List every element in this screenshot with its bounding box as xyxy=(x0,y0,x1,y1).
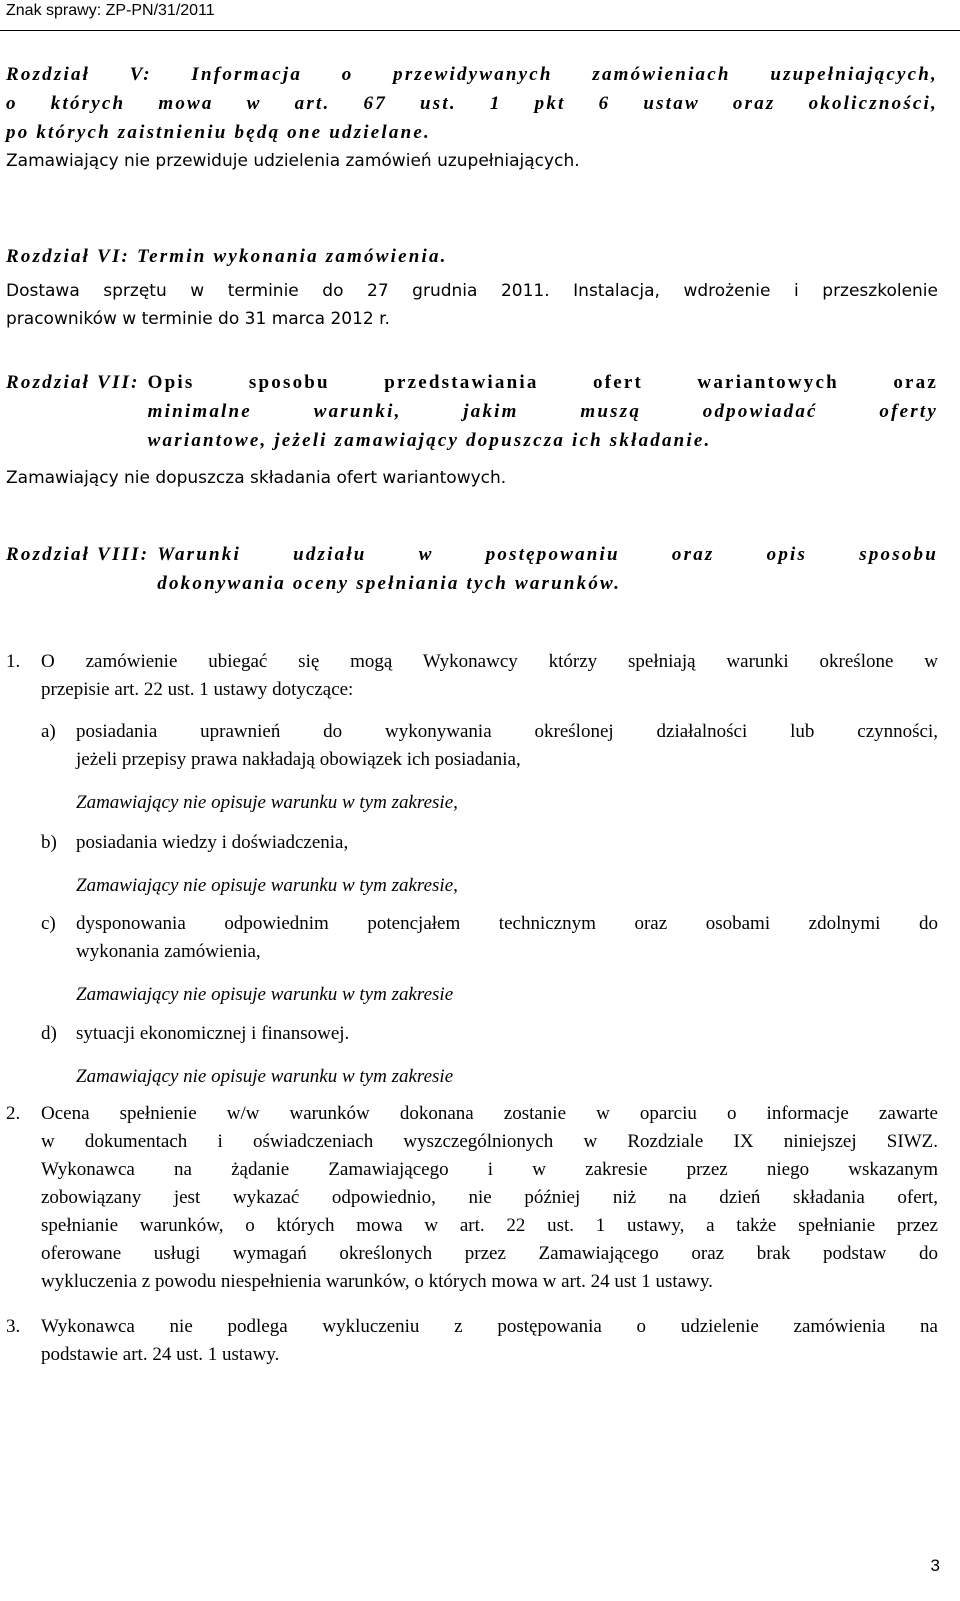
section-8-heading-line-1: Warunki udziału w postępowaniu oraz opis sposobu xyxy=(157,544,938,565)
sub-item-d-answer: Zamawiający nie opisuje warunku w tym zakresie xyxy=(76,1066,454,1087)
sub-item-a-answer: Zamawiający nie opisuje warunku w tym zakresie, xyxy=(76,792,458,813)
section-5-heading-line-1: Rozdział V: Informacja o przewidywanych zamówieniach uzupełniających, xyxy=(6,64,938,85)
page-number: 3 xyxy=(930,1556,940,1575)
condition-item-3 xyxy=(6,1313,938,1369)
sub-item-c-answer: Zamawiający nie opisuje warunku w tym zakresie xyxy=(76,984,454,1005)
item-2-number: 2. xyxy=(6,1103,21,1124)
item-1-line-2: przepisie art. 22 ust. 1 ustawy dotyczące: xyxy=(41,679,354,700)
section-7-label: Rozdział VII: xyxy=(6,372,140,393)
sub-item-b-line-1: posiadania wiedzy i doświadczenia, xyxy=(76,832,349,853)
section-8-heading-line-2: dokonywania oceny spełniania tych warunków. xyxy=(157,573,622,594)
sub-item-a-line-1: posiadania uprawnień do wykonywania określonej działalności lub czynności, xyxy=(76,721,938,742)
item-3-line-1: Wykonawca nie podlega wykluczeniu z postępowania o udzielenie zamówienia na xyxy=(41,1316,938,1337)
item-2-line-7: wykluczenia z powodu niespełnienia warunków, o których mowa w art. 24 ust 1 ustawy. xyxy=(41,1271,713,1292)
sub-item-a-line-2: jeżeli przepisy prawa nakładają obowiązek ich posiadania, xyxy=(76,749,521,770)
section-6-body-line-2: pracowników w terminie do 31 marca 2012 r. xyxy=(6,309,390,329)
item-2-line-3: Wykonawca na żądanie Zamawiającego i w zakresie przez niego wskazanym xyxy=(41,1159,938,1180)
section-8-label: Rozdział VIII: xyxy=(6,544,150,565)
item-2-line-2: w dokumentach i oświadczeniach wyszczególnionych w Rozdziale IX niniejszej SIWZ. xyxy=(41,1131,938,1152)
sub-item-b-label: b) xyxy=(41,832,57,853)
header-rule xyxy=(0,30,960,31)
item-3-number: 3. xyxy=(6,1316,21,1337)
section-6-heading: Rozdział VI: Termin wykonania zamówienia. xyxy=(6,246,448,267)
condition-item-2 xyxy=(6,1100,938,1296)
sub-item-d xyxy=(41,1020,938,1091)
section-7-heading-line-3: wariantowe, jeżeli zamawiający dopuszcza ich składanie. xyxy=(147,430,712,451)
sub-item-d-label: d) xyxy=(41,1023,57,1044)
sub-item-a xyxy=(41,718,938,817)
sub-item-d-line-1: sytuacji ekonomicznej i finansowej. xyxy=(76,1023,350,1044)
section-7-body: Zamawiający nie dopuszcza składania ofert wariantowych. xyxy=(6,468,507,488)
item-1-number: 1. xyxy=(6,651,21,672)
sub-item-b-answer: Zamawiający nie opisuje warunku w tym zakresie, xyxy=(76,875,458,896)
sub-item-c-label: c) xyxy=(41,913,56,934)
item-3-line-2: podstawie art. 24 ust. 1 ustawy. xyxy=(41,1344,280,1365)
section-5-body: Zamawiający nie przewiduje udzielenia zamówień uzupełniających. xyxy=(6,151,580,171)
sub-item-a-label: a) xyxy=(41,721,56,742)
sub-item-c xyxy=(41,910,938,1009)
sub-item-c-line-1: dysponowania odpowiednim potencjałem technicznym oraz osobami zdolnymi do xyxy=(76,913,938,934)
item-2-line-6: oferowane usługi wymagań określonych przez Zamawiającego oraz brak podstaw do xyxy=(41,1243,938,1264)
section-7-heading-line-1: Opis sposobu przedstawiania ofert wariantowych oraz xyxy=(147,372,938,393)
section-7 xyxy=(6,368,938,492)
sub-item-b xyxy=(41,829,938,900)
item-2-line-5: spełnianie warunków, o których mowa w art. 22 ust. 1 ustawy, a także spełnianie przez xyxy=(41,1215,938,1236)
section-5-heading-line-2: o których mowa w art. 67 ust. 1 pkt 6 ustaw oraz okoliczności, xyxy=(6,93,938,114)
item-2-line-1: Ocena spełnienie w/w warunków dokonana zostanie w oparciu o informacje zawarte xyxy=(41,1103,938,1124)
section-5-heading-line-3: po których zaistnieniu będą one udzielane. xyxy=(6,122,431,143)
item-2-line-4: zobowiązany jest wykazać odpowiednio, nie później niż na dzień składania ofert, xyxy=(41,1187,938,1208)
case-reference: Znak sprawy: ZP-PN/31/2011 xyxy=(6,2,215,19)
section-7-heading-line-2: minimalne warunki, jakim muszą odpowiadać oferty xyxy=(147,401,938,422)
section-5 xyxy=(6,60,938,175)
item-1-line-1: O zamówienie ubiegać się mogą Wykonawcy którzy spełniają warunki określone w xyxy=(41,651,938,672)
sub-item-c-line-2: wykonania zamówienia, xyxy=(76,941,261,962)
condition-item-1 xyxy=(6,648,938,704)
section-8 xyxy=(6,540,938,598)
section-6 xyxy=(6,242,938,333)
section-6-body-line-1: Dostawa sprzętu w terminie do 27 grudnia 2011. Instalacja, wdrożenie i przeszkolenie xyxy=(6,281,938,301)
